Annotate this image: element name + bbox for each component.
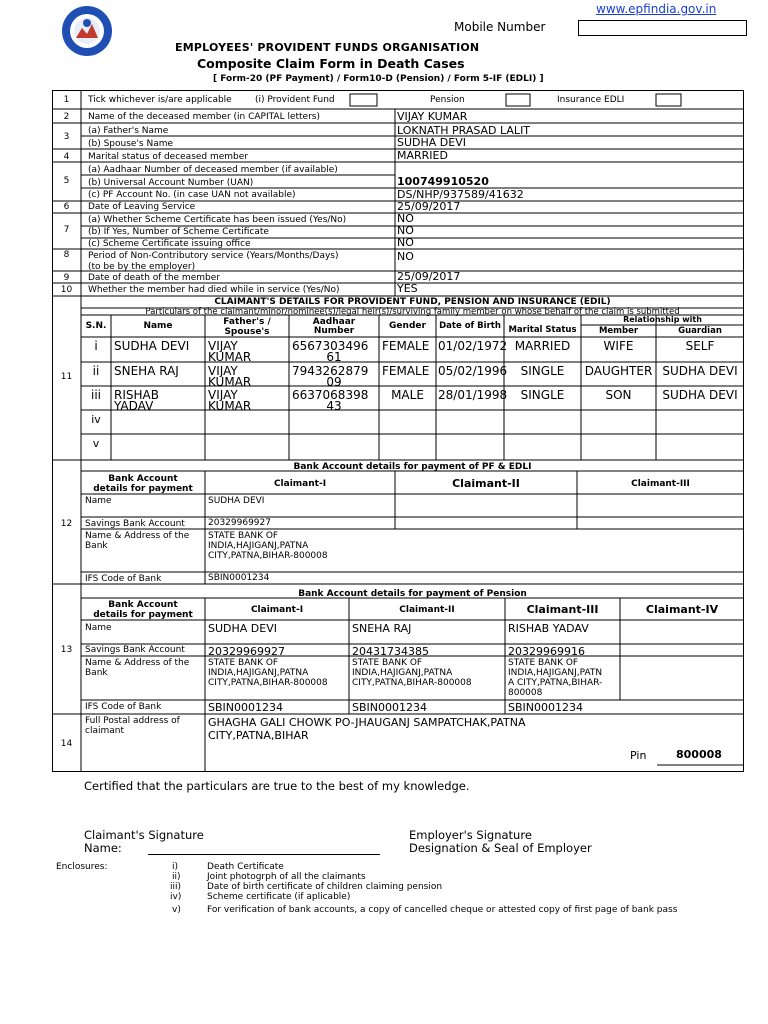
claimant-guardian: SUDHA DEVI: [662, 389, 738, 401]
claimant-dob: 05/02/1996: [438, 365, 508, 377]
provident-fund-label: (i) Provident Fund: [255, 95, 335, 105]
bank-pf-name-value: SUDHA DEVI: [208, 496, 265, 506]
leaving-date-label: Date of Leaving Service: [88, 202, 196, 212]
row-number: 1: [63, 95, 70, 105]
enclosures-label: Enclosures:: [56, 862, 108, 872]
row-number: 5: [63, 176, 70, 186]
claimant-marital: MARRIED: [514, 340, 571, 352]
postal-address-line1: GHAGHA GALI CHOWK PO-JHAUGANJ SAMPATCHAK,PATNA: [208, 716, 526, 729]
bank-pension-address-label: Name & Address of the: [85, 658, 190, 668]
postal-address-line2: CITY,PATNA,BIHAR: [208, 729, 309, 742]
bank-pf-col-label: Bank Account: [108, 474, 178, 484]
bank-pf-claimant1-header: Claimant-I: [273, 479, 327, 489]
header-spouse: Spouse's: [224, 327, 270, 337]
pin-value: 800008: [676, 748, 722, 761]
header-guardian: Guardian: [678, 326, 722, 336]
enclosure-num: iv): [170, 892, 182, 902]
pension-c2-sb: 20431734385: [352, 645, 429, 658]
bank-pf-claimant2-header: Claimant-II: [452, 477, 520, 490]
scheme-certificate-issued-value: NO: [397, 212, 414, 225]
row-number: 4: [63, 152, 70, 162]
claimant-name: SNEHA RAJ: [114, 365, 179, 377]
pf-account-value: DS/NHP/937589/41632: [397, 188, 524, 201]
claimant-sn: iii: [90, 389, 101, 401]
scheme-certificate-number-value: NO: [397, 224, 414, 237]
header-name: Name: [143, 321, 173, 331]
bank-pf-sb-label: Savings Bank Account: [85, 519, 185, 529]
bank-pf-address-line3: CITY,PATNA,BIHAR-800008: [208, 551, 328, 561]
deceased-name-value: VIJAY KUMAR: [397, 110, 468, 123]
row-number: 6: [63, 202, 70, 212]
bank-pension-claimant1-header: Claimant-I: [250, 605, 304, 615]
claimant-sn: v: [92, 438, 100, 450]
claimant-member: SON: [605, 389, 632, 401]
death-date-value: 25/09/2017: [397, 270, 461, 283]
bank-pension-sb-label: Savings Bank Account: [85, 645, 185, 655]
bank-pf-address-line2: INDIA,HAJIGANJ,PATNA: [208, 541, 309, 551]
mobile-number-field[interactable]: [578, 20, 747, 36]
pension-c3-ifs: SBIN0001234: [508, 701, 583, 714]
pension-c3-name: RISHAB YADAV: [508, 622, 589, 635]
enclosure-text: Date of birth certificate of children claiming pension: [207, 882, 443, 892]
claimant-name-2: YADAV: [114, 400, 154, 412]
bank-pension-claimant2-header: Claimant-II: [399, 605, 455, 615]
row-number: 13: [60, 645, 73, 655]
header-aadhaar: Aadhaar: [312, 317, 356, 327]
enclosure-text: For verification of bank accounts, a copy of cancelled cheque or attested copy of first page of bank pass: [207, 905, 678, 915]
claimant-father-2: KUMAR: [208, 376, 252, 388]
pension-c2-addr1: STATE BANK OF: [352, 658, 423, 668]
bank-pension-name-label: Name: [85, 623, 112, 633]
claimant-sn: ii: [92, 365, 100, 377]
claimant-father: VIJAY: [208, 340, 238, 352]
scheme-certificate-office-value: NO: [397, 236, 414, 249]
pension-label: Pension: [430, 95, 465, 105]
enclosure-num: v): [172, 905, 181, 915]
claimant-name-line[interactable]: [148, 854, 380, 855]
bank-pf-heading: Bank Account details for payment of PF & EDLI: [293, 462, 532, 472]
pension-c3-sb: 20329969916: [508, 645, 585, 658]
provident-fund-checkbox[interactable]: [350, 94, 377, 106]
row-number: 7: [63, 225, 70, 235]
pin-label: Pin: [630, 749, 647, 762]
scheme-certificate-number-label: (b) If Yes, Number of Scheme Certificate: [88, 227, 269, 237]
row-number: 2: [63, 112, 70, 122]
aadhaar-label: (a) Aadhaar Number of deceased member (if available): [88, 165, 338, 175]
claimant-member: WIFE: [603, 340, 634, 352]
bank-pension-col-label-2: details for payment: [93, 610, 193, 620]
claimant-aadhaar: 7943262879: [292, 365, 369, 377]
claimant-gender: FEMALE: [382, 340, 430, 352]
bank-pension-ifs-label: IFS Code of Bank: [85, 702, 162, 712]
bank-pf-address-line1: STATE BANK OF: [208, 531, 279, 541]
header-member: Member: [598, 326, 639, 336]
header-father: Father's /: [223, 317, 271, 327]
claimant-dob: 28/01/1998: [438, 389, 508, 401]
claimant-name-label: Name:: [84, 841, 122, 855]
pension-c3-addr2: INDIA,HAJIGANJ,PATN: [508, 668, 603, 678]
non-contributory-value: NO: [397, 250, 414, 263]
bank-pf-address-label-2: Bank: [85, 541, 108, 551]
header-gender: Gender: [389, 321, 426, 331]
marital-status-value: MARRIED: [397, 149, 448, 162]
row-number: 14: [60, 739, 73, 749]
pension-checkbox[interactable]: [506, 94, 530, 106]
pension-c1-ifs: SBIN0001234: [208, 701, 283, 714]
pf-account-label: (c) PF Account No. (in case UAN not available): [88, 190, 296, 200]
death-date-label: Date of death of the member: [88, 273, 220, 283]
enclosure-text: Scheme certificate (if aplicable): [207, 892, 351, 902]
pension-c3-addr1: STATE BANK OF: [508, 658, 579, 668]
claimant-guardian: SELF: [685, 340, 715, 352]
tick-applicable-label: Tick whichever is/are applicable: [88, 95, 232, 105]
pension-c1-addr1: STATE BANK OF: [208, 658, 279, 668]
claimant-member: DAUGHTER: [584, 365, 653, 377]
claimant-aadhaar: 6637068398: [292, 389, 369, 401]
row-number: 12: [60, 519, 73, 529]
row-number: 8: [63, 250, 70, 260]
header-aadhaar-number: Number: [313, 326, 355, 336]
claimant-name: RISHAB: [114, 389, 159, 401]
claimant-details-heading: CLAIMANT'S DETAILS FOR PROVIDENT FUND, PENSION AND INSURANCE (EDIL): [214, 297, 611, 307]
certification-statement: Certified that the particulars are true to the best of my knowledge.: [84, 779, 470, 793]
pension-c1-sb: 20329969927: [208, 645, 285, 658]
bank-pension-heading: Bank Account details for payment of Pension: [298, 589, 527, 599]
bank-pf-ifs-value: SBIN0001234: [208, 573, 270, 583]
row-number: 3: [63, 132, 70, 142]
uan-label: (b) Universal Account Number (UAN): [88, 178, 254, 188]
header-sn: S.N.: [85, 321, 107, 331]
claimant-aadhaar-2: 61: [326, 351, 342, 363]
leaving-date-value: 25/09/2017: [397, 200, 461, 213]
spouse-name-value: SUDHA DEVI: [397, 136, 466, 149]
bank-pf-col-label-2: details for payment: [93, 484, 193, 494]
non-contributory-note: (to be by the employer): [88, 262, 196, 272]
mobile-number-label: Mobile Number: [454, 20, 546, 34]
bank-pension-claimant3-header: Claimant-III: [526, 603, 599, 616]
row-number: 11: [60, 372, 73, 382]
pension-c2-ifs: SBIN0001234: [352, 701, 427, 714]
enclosure-num: ii): [172, 872, 181, 882]
claimant-aadhaar: 6567303496: [292, 340, 369, 352]
claimant-name: SUDHA DEVI: [114, 340, 190, 352]
claimant-father: VIJAY: [208, 365, 238, 377]
pension-c3-addr4: 800008: [508, 688, 543, 698]
bank-pension-col-label: Bank Account: [108, 600, 178, 610]
postal-address-label-2: claimant: [85, 726, 124, 736]
enclosure-num: i): [172, 862, 179, 872]
claimant-gender: FEMALE: [382, 365, 430, 377]
uan-value: 100749910520: [397, 175, 489, 188]
marital-status-label: Marital status of deceased member: [88, 152, 249, 162]
deceased-name-label: Name of the deceased member (in CAPITAL letters): [88, 112, 320, 122]
father-name-value: LOKNATH PRASAD LALIT: [397, 124, 531, 137]
claimant-marital: SINGLE: [520, 389, 565, 401]
spouse-name-label: (b) Spouse's Name: [88, 139, 174, 149]
claimant-aadhaar-2: 09: [326, 376, 342, 388]
employer-signature-label: Employer's Signature: [409, 828, 532, 842]
pension-c2-addr3: CITY,PATNA,BIHAR-800008: [352, 678, 472, 688]
bank-pf-name-label: Name: [85, 496, 112, 506]
father-name-label: (a) Father's Name: [88, 126, 169, 136]
claimant-dob: 01/02/1972: [438, 340, 508, 352]
pension-c1-addr3: CITY,PATNA,BIHAR-800008: [208, 678, 328, 688]
claimant-gender: MALE: [391, 389, 424, 401]
pension-c1-addr2: INDIA,HAJIGANJ,PATNA: [208, 668, 309, 678]
epfo-website-link[interactable]: www.epfindia.gov.in: [596, 2, 717, 16]
died-in-service-value: YES: [397, 282, 418, 295]
enclosure-num: iii): [170, 882, 182, 892]
postal-address-label: Full Postal address of: [85, 716, 180, 726]
claimant-sn: iv: [91, 414, 101, 426]
claimant-signature-label: Claimant's Signature: [84, 828, 204, 842]
bank-pf-claimant3-header: Claimant-III: [631, 479, 690, 489]
claimant-marital: SINGLE: [520, 365, 565, 377]
claimant-details-subheading: Particulars of the claimant/minor/nominee(s)/legal heir(s)/surviving family member on whose behalf of the claim is submitted: [145, 307, 680, 317]
scheme-certificate-issued-label: (a) Whether Scheme Certificate has been issued (Yes/No): [88, 215, 347, 225]
insurance-edli-label: Insurance EDLI: [557, 95, 625, 105]
row-number: 10: [60, 285, 73, 295]
form-title: Composite Claim Form in Death Cases: [197, 56, 465, 71]
bank-pension-address-label-2: Bank: [85, 668, 108, 678]
claimant-aadhaar-2: 43: [326, 400, 342, 412]
header-marital-status: Marital Status: [508, 325, 577, 335]
epfo-logo: [60, 4, 114, 58]
bank-pension-claimant4-header: Claimant-IV: [645, 603, 719, 616]
pension-c3-addr3: A CITY,PATNA,BIHAR-: [508, 678, 603, 688]
bank-pf-address-label: Name & Address of the: [85, 531, 190, 541]
form-subtitle: [ Form-20 (PF Payment) / Form10-D (Pension) / Form 5-IF (EDLI) ]: [213, 74, 544, 84]
enclosure-text: Joint photogrph of all the claimants: [207, 872, 366, 882]
claim-form-table: [52, 90, 744, 772]
claimant-father-2: KUMAR: [208, 400, 252, 412]
scheme-certificate-office-label: (c) Scheme Certificate issuing office: [88, 239, 251, 249]
bank-pf-sb-value: 20329969927: [208, 518, 271, 528]
claimant-guardian: SUDHA DEVI: [662, 365, 738, 377]
header-dob: Date of Birth: [439, 321, 501, 331]
bank-pf-ifs-label: IFS Code of Bank: [85, 574, 162, 584]
claimant-sn: i: [94, 340, 98, 352]
insurance-edli-checkbox[interactable]: [656, 94, 681, 106]
pension-c2-addr2: INDIA,HAJIGANJ,PATNA: [352, 668, 453, 678]
header-relationship: Relationship with: [623, 315, 702, 324]
claimant-father-2: KUMAR: [208, 351, 252, 363]
organisation-name: EMPLOYEES' PROVIDENT FUNDS ORGANISATION: [175, 41, 480, 54]
claimant-father: VIJAY: [208, 389, 238, 401]
pension-c1-name: SUDHA DEVI: [208, 622, 277, 635]
row-number: 9: [63, 273, 70, 283]
enclosure-text: Death Certificate: [207, 862, 284, 872]
non-contributory-label: Period of Non-Contributory service (Years/Months/Days): [88, 251, 339, 261]
employer-seal-label: Designation & Seal of Employer: [409, 841, 592, 855]
died-in-service-label: Whether the member had died while in service (Yes/No): [88, 285, 340, 295]
pension-c2-name: SNEHA RAJ: [352, 622, 412, 635]
